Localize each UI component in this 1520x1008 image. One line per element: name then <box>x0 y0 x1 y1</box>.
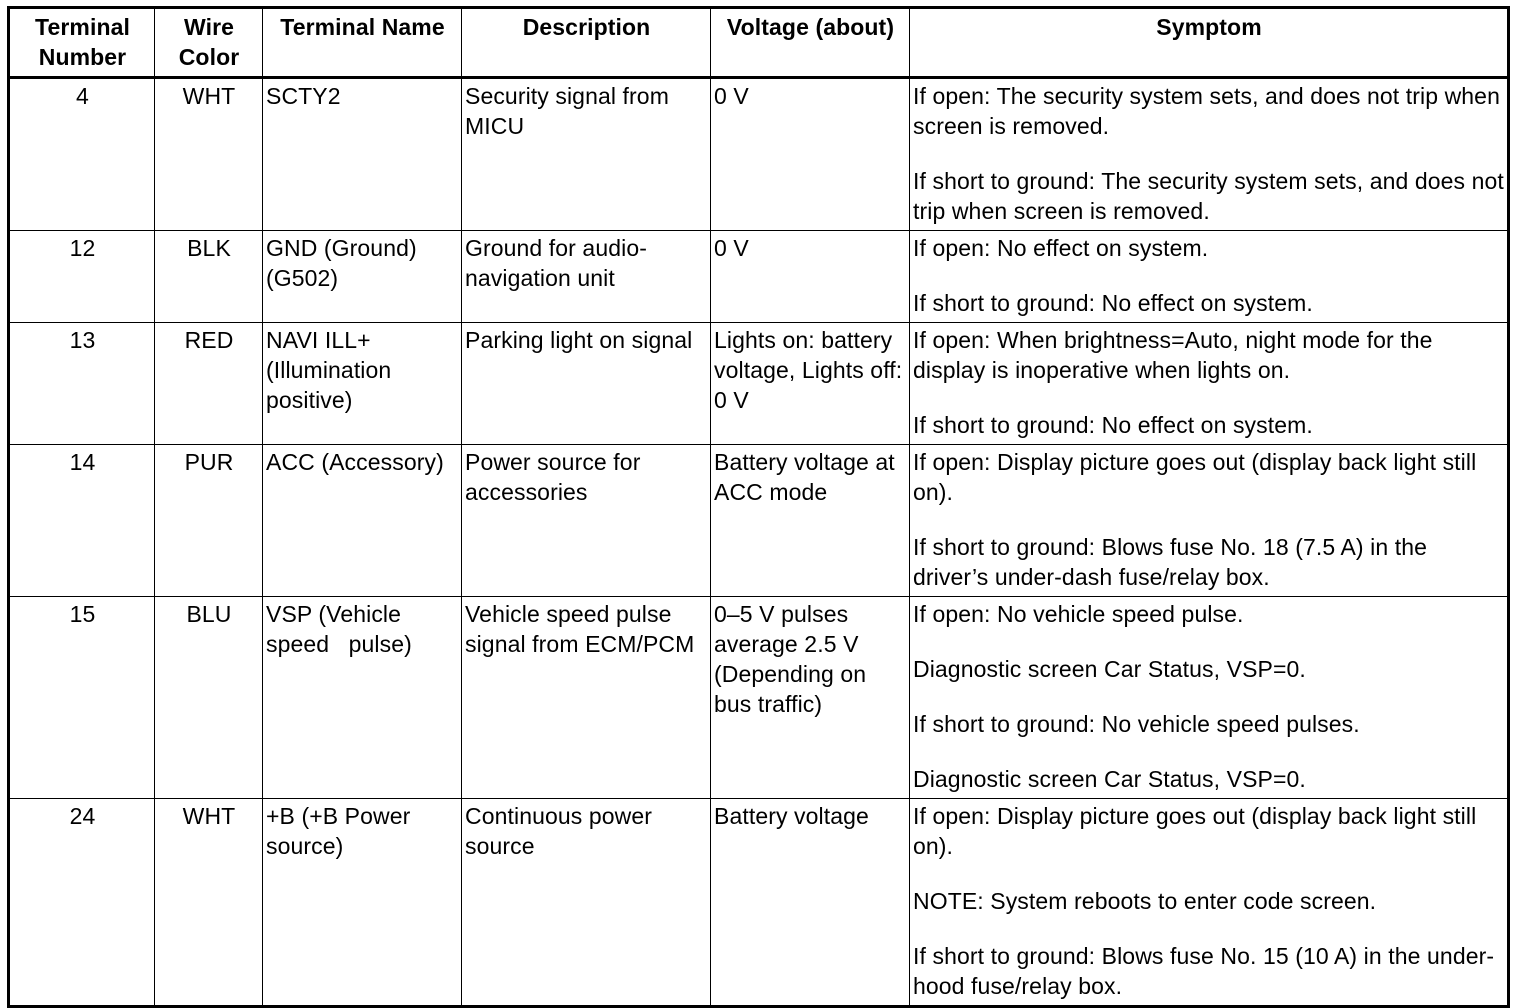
symptom-text: If short to ground: Blows fuse No. 18 (7.5 A) in the driver’s under-dash fuse/relay box. <box>913 534 1428 590</box>
description-cell: Parking light on signal <box>462 323 711 445</box>
wire-color-cell: WHT <box>155 799 263 1007</box>
voltage-cell: Lights on: battery voltage, Lights off: 0 V <box>711 323 910 445</box>
terminal-number-cell: 14 <box>9 445 155 597</box>
terminal-name-cell: ACC (Accessory) <box>263 445 462 597</box>
symptom-text: If short to ground: No effect on system. <box>913 290 1313 316</box>
description-cell: Continuous power source <box>462 799 711 1007</box>
header-voltage: Voltage (about) <box>711 8 910 78</box>
symptom-text: If open: Display picture goes out (display back light still on). <box>913 449 1477 505</box>
symptom-text: If open: The security system sets, and does not trip when screen is removed. <box>913 83 1500 139</box>
terminal-number-cell: 4 <box>9 78 155 231</box>
table-row <box>9 445 1509 597</box>
description-cell: Ground for audio-navigation unit <box>462 231 711 323</box>
table-row <box>9 799 1509 1007</box>
header-symptom: Symptom <box>910 8 1509 78</box>
table-header <box>9 8 1509 78</box>
symptom-text: If open: No effect on system. <box>913 235 1209 261</box>
voltage-cell: Battery voltage at ACC mode <box>711 445 910 597</box>
terminal-name-cell: +B (+B Power source) <box>263 799 462 1007</box>
symptom-cell <box>910 78 1509 231</box>
terminal-name-cell: SCTY2 <box>263 78 462 231</box>
wire-color-cell: BLU <box>155 597 263 799</box>
voltage-cell: Battery voltage <box>711 799 910 1007</box>
terminal-name-cell: GND (Ground) (G502) <box>263 231 462 323</box>
voltage-cell: 0–5 V pulses average 2.5 V (Depending on bus traffic) <box>711 597 910 799</box>
terminal-table <box>7 6 1510 1008</box>
terminal-number-cell: 15 <box>9 597 155 799</box>
description-cell: Power source for accessories <box>462 445 711 597</box>
symptom-text: If open: When brightness=Auto, night mode for the display is inoperative when lights on. <box>913 327 1433 383</box>
table-body <box>9 78 1509 1007</box>
symptom-cell <box>910 799 1509 1007</box>
terminal-number-cell: 13 <box>9 323 155 445</box>
wire-color-cell: BLK <box>155 231 263 323</box>
header-description: Description <box>462 8 711 78</box>
table-row <box>9 231 1509 323</box>
table-row <box>9 78 1509 231</box>
symptom-text: If short to ground: No effect on system. <box>913 412 1313 438</box>
table-row <box>9 323 1509 445</box>
voltage-cell: 0 V <box>711 231 910 323</box>
terminal-name-cell: VSP (Vehicle speed pulse) <box>263 597 462 799</box>
terminal-number-cell: 12 <box>9 231 155 323</box>
symptom-text: If open: No vehicle speed pulse. <box>913 601 1244 627</box>
voltage-cell: 0 V <box>711 78 910 231</box>
wire-color-cell: RED <box>155 323 263 445</box>
description-cell: Security signal from MICU <box>462 78 711 231</box>
symptom-cell <box>910 597 1509 799</box>
symptom-text: If short to ground: No vehicle speed pulses. <box>913 711 1360 737</box>
header-row <box>9 8 1509 78</box>
symptom-cell <box>910 445 1509 597</box>
wire-color-cell: PUR <box>155 445 263 597</box>
header-wire-color: Wire Color <box>155 8 263 78</box>
symptom-text: Diagnostic screen Car Status, VSP=0. <box>913 656 1306 682</box>
terminal-number-cell: 24 <box>9 799 155 1007</box>
symptom-text: NOTE: System reboots to enter code screen. <box>913 888 1377 914</box>
symptom-text: If open: Display picture goes out (display back light still on). <box>913 803 1477 859</box>
symptom-text: Diagnostic screen Car Status, VSP=0. <box>913 766 1306 792</box>
symptom-text: If short to ground: Blows fuse No. 15 (10 A) in the under-hood fuse/relay box. <box>913 943 1495 999</box>
symptom-cell <box>910 323 1509 445</box>
terminal-name-cell: NAVI ILL+ (Illumination positive) <box>263 323 462 445</box>
header-terminal-name: Terminal Name <box>263 8 462 78</box>
description-cell: Vehicle speed pulse signal from ECM/PCM <box>462 597 711 799</box>
symptom-cell <box>910 231 1509 323</box>
wire-color-cell: WHT <box>155 78 263 231</box>
symptom-text: If short to ground: The security system sets, and does not trip when screen is removed. <box>913 168 1504 224</box>
header-terminal-number: Terminal Number <box>9 8 155 78</box>
table-row <box>9 597 1509 799</box>
